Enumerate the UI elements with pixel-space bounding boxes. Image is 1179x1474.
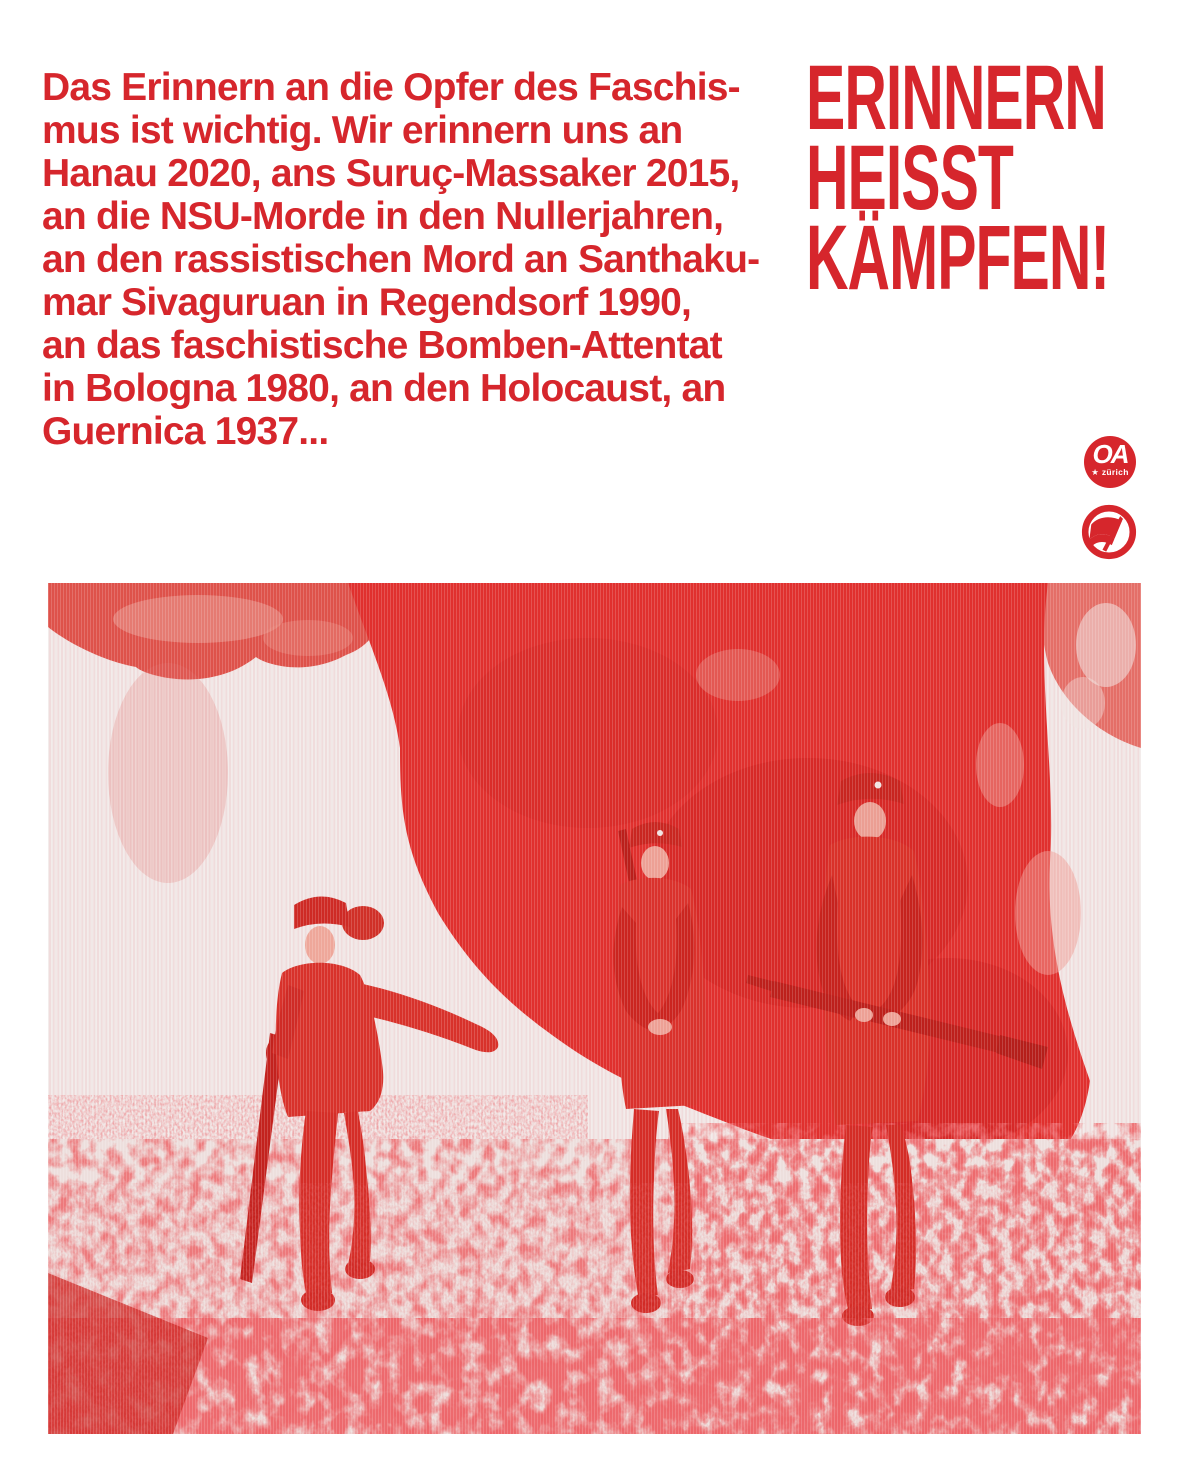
photo-scanlines (48, 583, 1141, 1434)
oa-logo-acronym: OA (1092, 439, 1128, 469)
intro-line: Guernica 1937... (42, 410, 329, 453)
intro-paragraph (42, 66, 759, 453)
halftone-photo (48, 583, 1141, 1434)
intro-line: an die NSU-Morde in den Nullerjahren, (42, 195, 724, 238)
headline (806, 47, 1179, 309)
headline-line: HEISST (806, 127, 1013, 229)
intro-line: Hanau 2020, ans Suruç-Massaker 2015, (42, 152, 740, 195)
antifa-flag-icon (1081, 504, 1137, 560)
intro-line: an den rassistischen Mord an Santhaku- (42, 238, 760, 281)
antifa-flag-icon-svg (1081, 504, 1137, 560)
halftone-photo-svg (48, 583, 1141, 1434)
oa-logo-city: ★ zürich (1091, 467, 1129, 477)
intro-line: mus ist wichtig. Wir erinnern uns an (42, 109, 683, 152)
intro-line: in Bologna 1980, an den Holocaust, an (42, 367, 726, 410)
intro-line: mar Sivaguruan in Regendsorf 1990, (42, 281, 692, 324)
intro-line: an das faschistische Bomben-Attentat (42, 324, 722, 367)
oa-zuerich-logo (1084, 436, 1136, 488)
headline-line: ERINNERN (806, 47, 1106, 149)
intro-line: Das Erinnern an die Opfer des Faschis- (42, 66, 740, 109)
headline-line: KÄMPFEN! (806, 207, 1110, 309)
